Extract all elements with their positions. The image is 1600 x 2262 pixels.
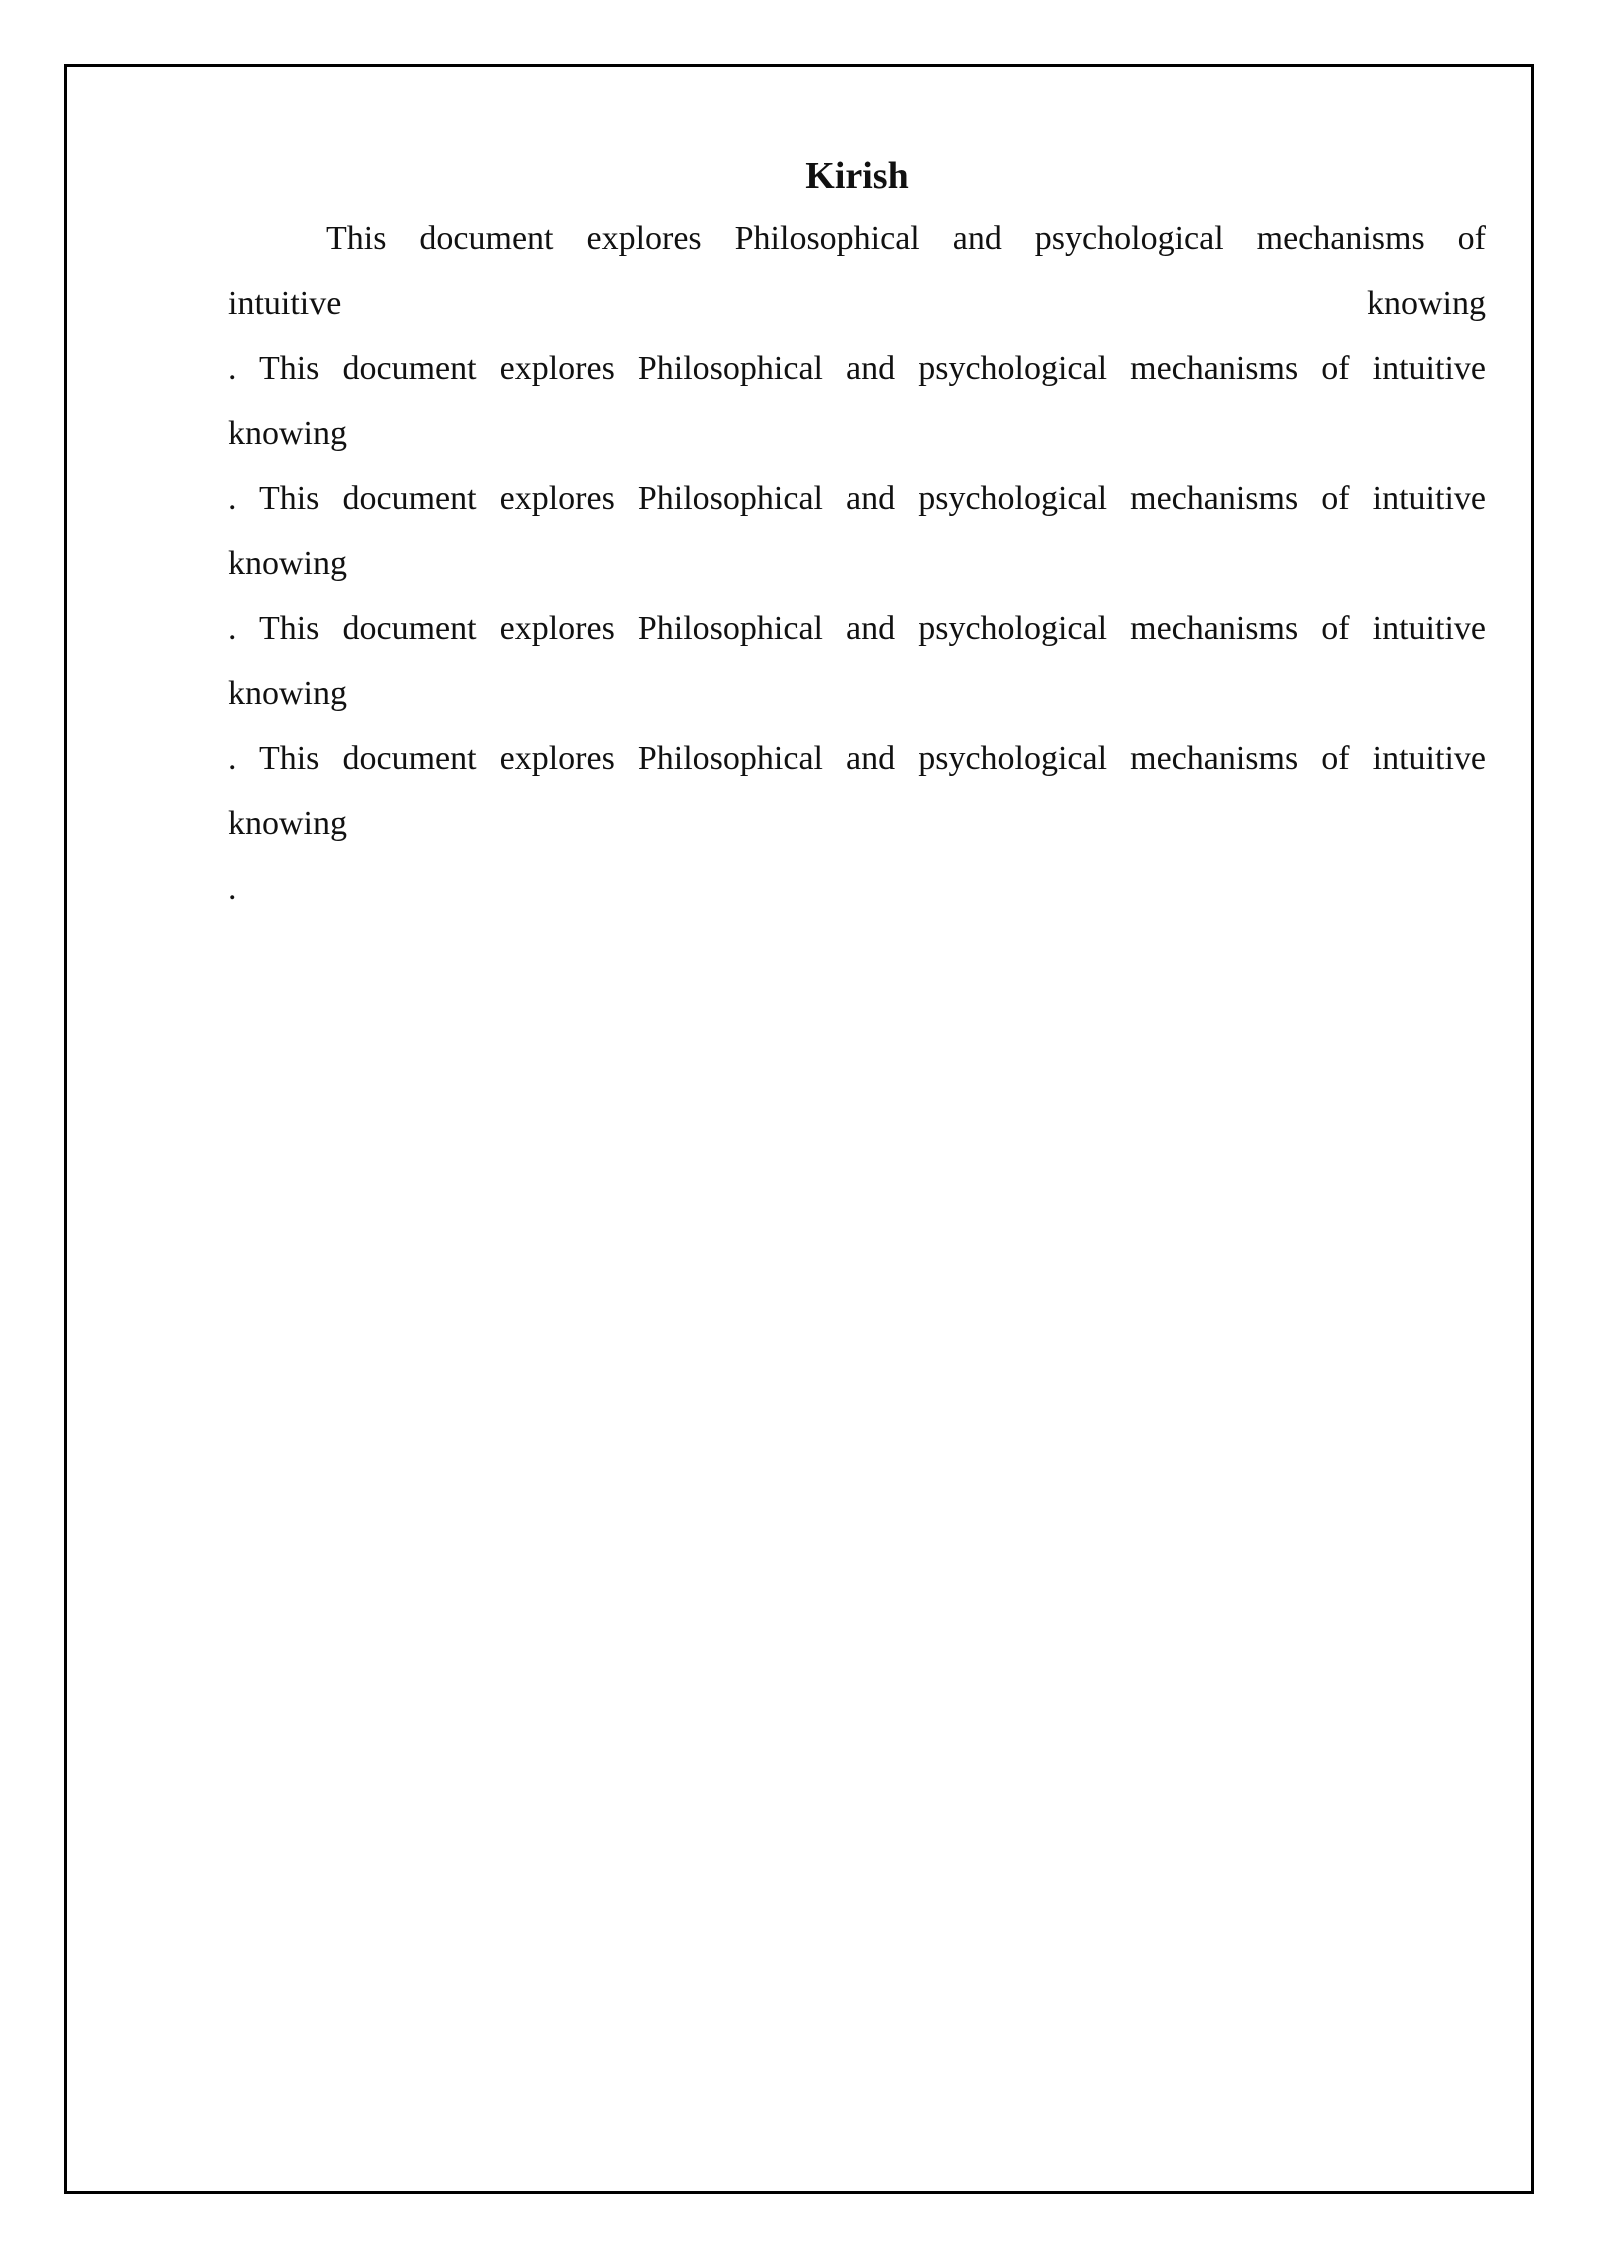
text-line: . This document explores Philosophical and psychological mechanisms of intuitive [228, 480, 1486, 517]
text-line: . [228, 870, 237, 907]
text-line: . This document explores Philosophical and psychological mechanisms of intuitive [228, 740, 1486, 777]
text-line: knowing [228, 415, 347, 452]
text-line: . This document explores Philosophical and psychological mechanisms of intuitive [228, 610, 1486, 647]
text-word: knowing [1367, 285, 1486, 322]
text-word: intuitive [228, 285, 342, 322]
text-line: knowing [228, 805, 347, 842]
text-line-spread [228, 271, 1486, 336]
text-line: knowing [228, 545, 347, 582]
text-line: knowing [228, 675, 347, 712]
document-body [228, 146, 1486, 921]
text-line: . This document explores Philosophical and psychological mechanisms of intuitive [228, 350, 1486, 387]
document-title: Kirish [805, 155, 909, 197]
text-line: This document explores Philosophical and psychological mechanisms of [326, 220, 1486, 257]
